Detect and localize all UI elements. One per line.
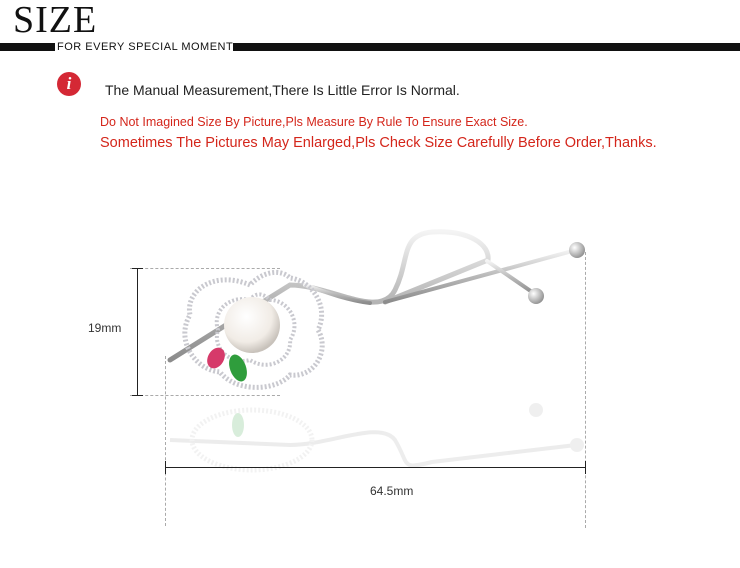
product-reflection <box>170 403 584 470</box>
width-guide-left <box>165 356 166 526</box>
width-label: 64.5mm <box>370 484 414 498</box>
height-guide-bottom <box>130 395 280 396</box>
height-guide-top <box>130 268 280 269</box>
warning-enlarged-text: Sometimes The Pictures May Enlarged,Pls Check Size Carefully Before Order,Thanks. <box>100 135 657 151</box>
height-label: 19mm <box>88 321 122 335</box>
pearl <box>224 297 280 353</box>
width-tick-right <box>585 461 586 474</box>
width-guide-right <box>585 252 586 528</box>
page-title: SIZE <box>13 0 98 41</box>
info-icon: i <box>57 72 81 96</box>
pin-end-ball <box>569 242 585 258</box>
pin-end-ball <box>528 288 544 304</box>
measurement-note: The Manual Measurement,There Is Little Error Is Normal. <box>105 82 460 98</box>
height-tick-top <box>132 268 143 269</box>
width-tick-left <box>165 461 166 474</box>
warning-measure-text: Do Not Imagined Size By Picture,Pls Measure By Rule To Ensure Exact Size. <box>100 115 528 129</box>
tagline: FOR EVERY SPECIAL MOMENT <box>57 41 234 53</box>
height-dimension-line <box>137 268 138 396</box>
height-tick-bottom <box>132 395 143 396</box>
width-dimension-line <box>165 467 585 468</box>
